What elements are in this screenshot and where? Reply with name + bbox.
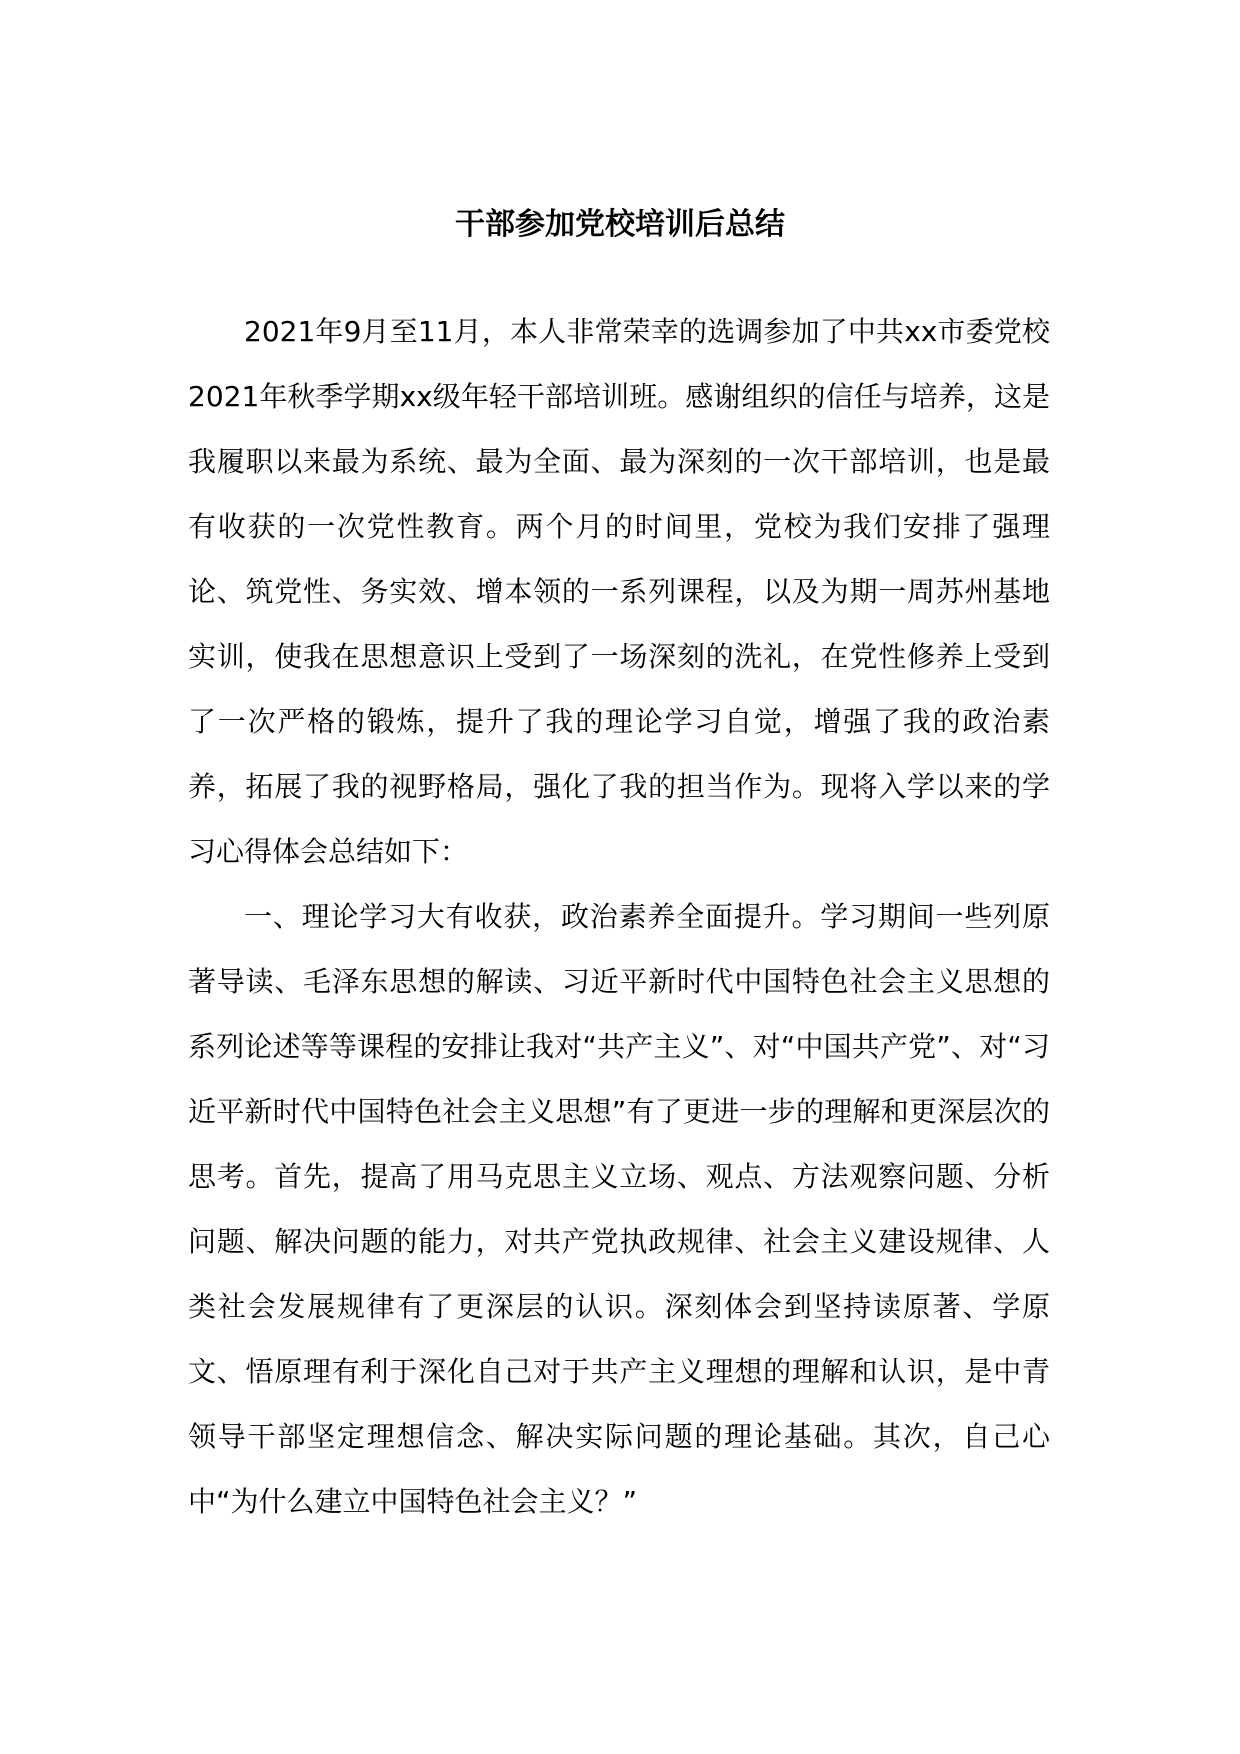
paragraph-section-1: 一、理论学习大有收获，政治素养全面提升。学习期间一些列原著导读、毛泽东思想的解读、习近平新时代中国特色社会主义思想的系列论述等等课程的安排让我对“共产主义”、对“中国共产党”、对“习近平新时代中国特色社会主义思想”有了更进一步的理解和更深层次的思考。首先，提高了用马克思主义立场、观点、方法观察问题、分析问题、解决问题的能力，对共产党执政规律、社会主义建设规律、人类社会发展规律有了更深层的认识。深刻体会到坚持读原著、学原文、悟原理有利于深化自己对于共产主义理想的理解和认识，是中青领导干部坚定理想信念、解决实际问题的理论基础。其次，自己心中“为什么建立中国特色社会主义？” <box>188 900 1050 1518</box>
document-body <box>188 299 1050 1534</box>
document-title: 干部参加党校培训后总结 <box>455 207 785 242</box>
paragraph-intro: 2021年9月至11月，本人非常荣幸的选调参加了中共xx市委党校2021年秋季学期xx级年轻干部培训班。感谢组织的信任与培养，这是我履职以来最为系统、最为全面、最为深刻的一次干部培训，也是最有收获的一次党性教育。两个月的时间里，党校为我们安排了强理论、筑党性、务实效、增本领的一系列课程，以及为期一周苏州基地实训，使我在思想意识上受到了一场深刻的洗礼，在党性修养上受到了一次严格的锻炼，提升了我的理论学习自觉，增强了我的政治素养，拓展了我的视野格局，强化了我的担当作为。现将入学以来的学习心得体会总结如下： <box>188 315 1050 868</box>
